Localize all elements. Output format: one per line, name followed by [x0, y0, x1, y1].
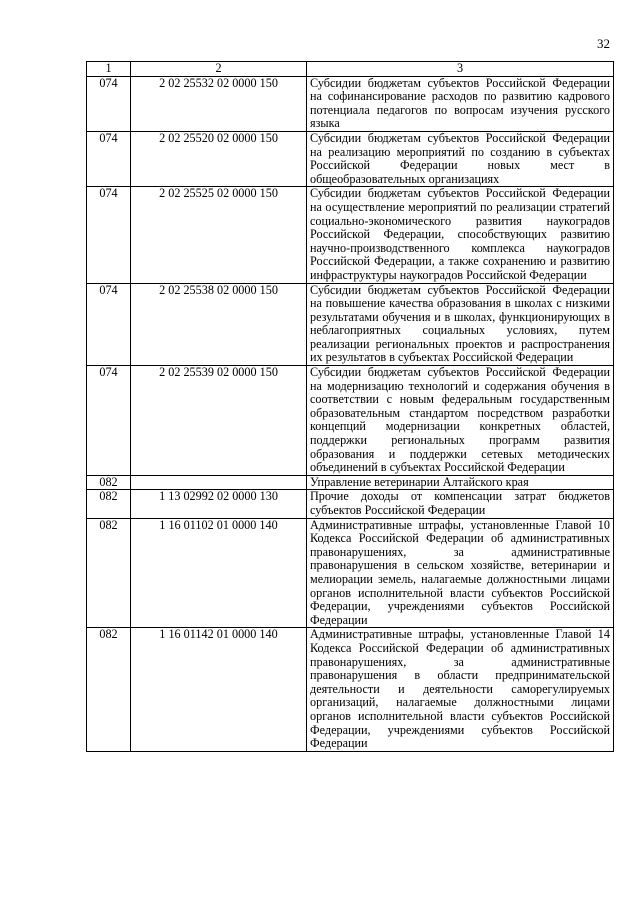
- description-cell: Административные штрафы, установленные Главой 10 Кодекса Российской Федерации об административных правонарушениях, за административные правонарушения в сельском хозяйстве, ветеринарии и мелиорации земель, налагаемые должностными лицами органов исполнительной власти субъектов Российской Федерации, учреждениями субъектов Российской Федерации: [307, 518, 614, 628]
- page-number: 32: [597, 36, 610, 51]
- description-cell: Прочие доходы от компенсации затрат бюджетов субъектов Российской Федерации: [307, 490, 614, 518]
- admin-code-cell: 074: [87, 366, 131, 476]
- column-header: 1: [87, 62, 131, 77]
- description-cell: Административные штрафы, установленные Главой 14 Кодекса Российской Федерации об административных правонарушениях, за административные правонарушения в области предпринимательской деятельности и деятельности саморегулируемых организаций, налагаемые должностными лицами органов исполнительной власти субъектов Российской Федерации, учреждениями субъектов Российской Федерации: [307, 628, 614, 751]
- table-row: [87, 518, 614, 628]
- revenue-code-cell: 1 16 01142 01 0000 140: [131, 628, 307, 751]
- table-row: [87, 76, 614, 131]
- table-row: [87, 366, 614, 476]
- revenue-code-cell: 2 02 25538 02 0000 150: [131, 283, 307, 366]
- table-row: [87, 283, 614, 366]
- admin-code-cell: 074: [87, 187, 131, 283]
- description-cell: Субсидии бюджетам субъектов Российской Федерации на повышение качества образования в школах с низкими результатами обучения и в школах, функционирующих в неблагоприятных социальных условиях, путем реализации региональных проектов и распространения их результатов в субъектах Российской Федерации: [307, 283, 614, 366]
- table-row: [87, 475, 614, 490]
- revenue-codes-table: [86, 61, 614, 752]
- admin-code-cell: 082: [87, 628, 131, 751]
- admin-code-cell: 074: [87, 131, 131, 186]
- revenue-code-cell: 2 02 25525 02 0000 150: [131, 187, 307, 283]
- description-cell: Субсидии бюджетам субъектов Российской Федерации на осуществление мероприятий по реализации стратегий социально-экономического развития наукоградов Российской Федерации, способствующих развитию научно-производственного комплекса наукоградов Российской Федерации, а также сохранению и развитию инфраструктуры наукоградов Российской Федерации: [307, 187, 614, 283]
- table-row: [87, 187, 614, 283]
- description-cell: Управление ветеринарии Алтайского края: [307, 475, 614, 490]
- revenue-code-cell: 1 13 02992 02 0000 130: [131, 490, 307, 518]
- table-row: [87, 628, 614, 751]
- admin-code-cell: 082: [87, 475, 131, 490]
- column-header: 3: [307, 62, 614, 77]
- admin-code-cell: 082: [87, 490, 131, 518]
- revenue-code-cell: 1 16 01102 01 0000 140: [131, 518, 307, 628]
- admin-code-cell: 074: [87, 76, 131, 131]
- revenue-code-cell: [131, 475, 307, 490]
- admin-code-cell: 074: [87, 283, 131, 366]
- description-cell: Субсидии бюджетам субъектов Российской Федерации на софинансирование расходов по развитию кадрового потенциала педагогов по вопросам изучения русского языка: [307, 76, 614, 131]
- admin-code-cell: 082: [87, 518, 131, 628]
- revenue-code-cell: 2 02 25532 02 0000 150: [131, 76, 307, 131]
- revenue-code-cell: 2 02 25520 02 0000 150: [131, 131, 307, 186]
- table-row: [87, 131, 614, 186]
- description-cell: Субсидии бюджетам субъектов Российской Федерации на модернизацию технологий и содержания обучения в соответствии с новым федеральным государственным образовательным стандартом посредством разработки концепций модернизации конкретных областей, поддержки региональных программ развития образования и поддержки сетевых методических объединений в субъектах Российской Федерации: [307, 366, 614, 476]
- table-header-row: [87, 62, 614, 77]
- column-header: 2: [131, 62, 307, 77]
- description-cell: Субсидии бюджетам субъектов Российской Федерации на реализацию мероприятий по созданию в субъектах Российской Федерации новых мест в общеобразовательных организациях: [307, 131, 614, 186]
- table-row: [87, 490, 614, 518]
- revenue-code-cell: 2 02 25539 02 0000 150: [131, 366, 307, 476]
